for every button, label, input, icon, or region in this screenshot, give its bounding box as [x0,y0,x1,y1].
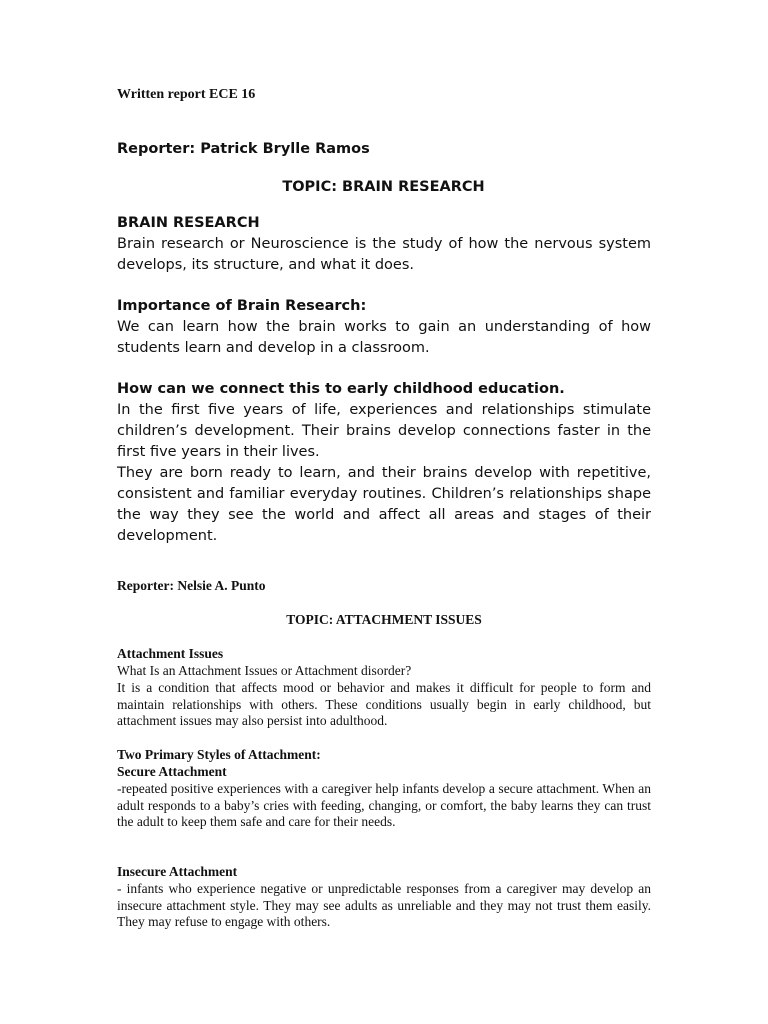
topic-2 [0,612,768,629]
insecure-heading: Insecure Attachment [117,864,238,879]
insecure-text: - infants who experience negative or unpredictable responses from a caregiver may develop an insecure attachment style. They may see adults as unreliable and they may not trust them easily. They may refuse to engage with others. [117,881,651,929]
brain-research-text: Brain research or Neuroscience is the study of how the nervous system develops, its structure, and what it does. [117,236,651,273]
topic-1-text: TOPIC: BRAIN RESEARCH [282,179,485,195]
importance-heading: Importance of Brain Research: [117,298,367,314]
attachment-question: What Is an Attachment Issues or Attachment disorder? [117,663,412,678]
brain-research-heading: BRAIN RESEARCH [117,215,260,231]
attachment-heading: Attachment Issues [117,646,224,661]
topic-1 [0,177,768,198]
secure-heading: Secure Attachment [117,764,227,779]
styles-heading: Two Primary Styles of Attachment: [117,747,321,762]
attachment-text: It is a condition that affects mood or behavior and makes it difficult for people to form and maintain relationships with others. These conditions usually begin in early childhood, but attachment issues may also persist into adulthood. [117,680,651,728]
connect-paragraph-2: They are born ready to learn, and their brains develop with repetitive, consistent and familiar everyday routines. Children’s relationships shape the way they see the world and affect all areas and stages of their development. [117,465,651,544]
importance-text: We can learn how the brain works to gain an understanding of how students learn and develop in a classroom. [117,319,651,356]
reporter-2: Reporter: Nelsie A. Punto [117,578,266,593]
connect-heading: How can we connect this to early childhood education. [117,381,565,397]
secure-text: -repeated positive experiences with a caregiver help infants develop a secure attachment. When an adult responds to a baby’s cries with feeding, changing, or comfort, the baby learns they can trust the adult to keep them safe and care for their needs. [117,781,651,829]
topic-2-text: TOPIC: ATTACHMENT ISSUES [286,612,482,627]
connect-paragraph-1: In the first five years of life, experiences and relationships stimulate children’s development. Their brains develop connections faster in the first five years in their lives. [117,402,651,460]
document-title: Written report ECE 16 [117,87,256,102]
reporter-1: Reporter: Patrick Brylle Ramos [117,141,370,157]
